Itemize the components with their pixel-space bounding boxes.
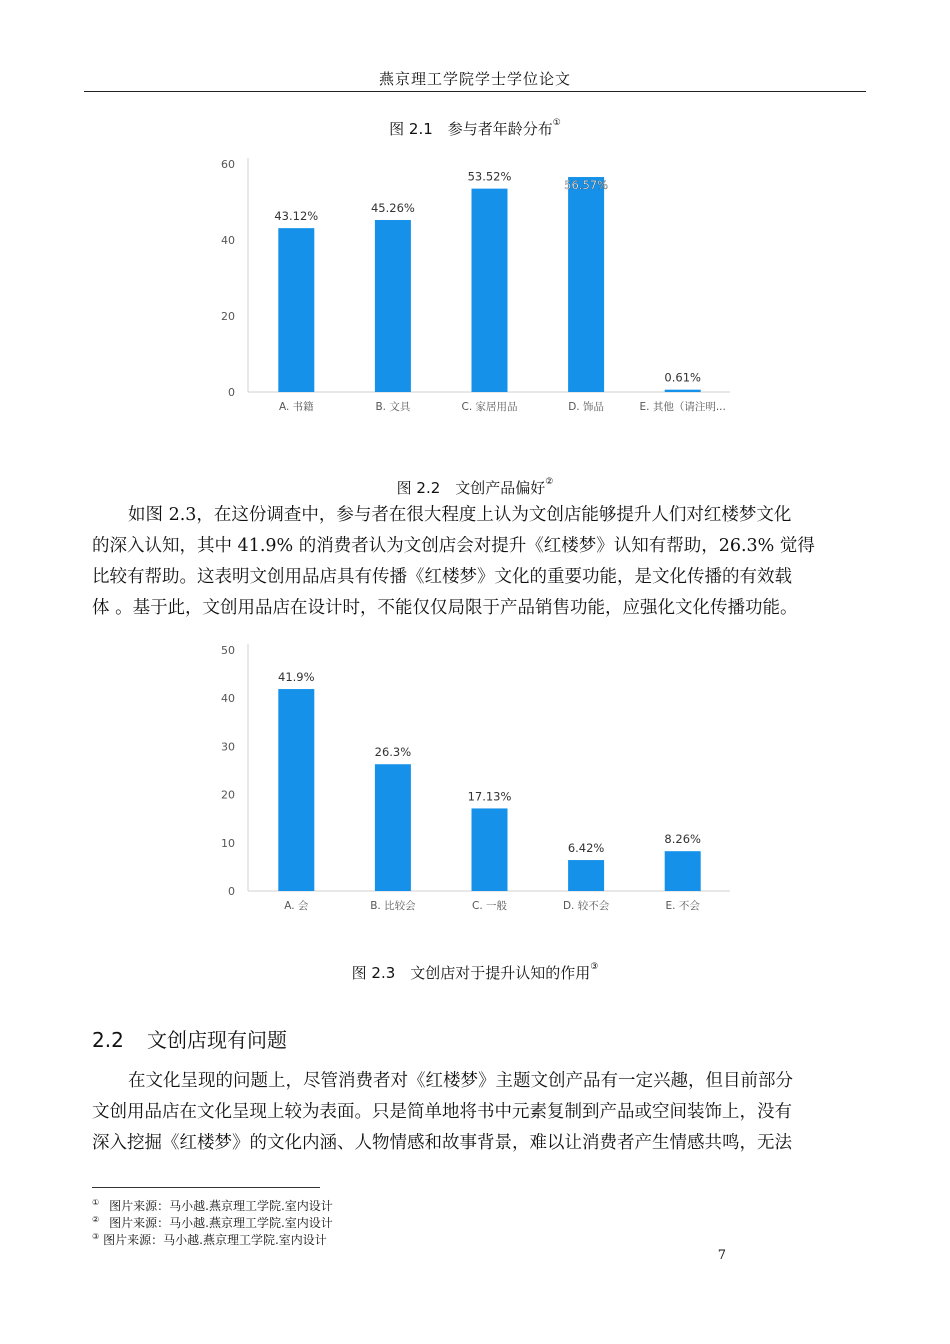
paragraph-line: 深入挖掘《红楼梦》的文化内涵、人物情感和故事背景，难以让消费者产生情感共鸣，无法 xyxy=(92,1133,792,1153)
x-category-label: E. 其他（请注明... xyxy=(639,401,726,413)
bar xyxy=(568,177,604,392)
footnote-mark: ③ xyxy=(92,1232,100,1241)
x-category-label: C. 一般 xyxy=(471,900,508,912)
x-category-label: A. 会 xyxy=(284,900,309,912)
body-paragraph-1 xyxy=(92,500,862,624)
x-category-label: A. 书籍 xyxy=(278,401,314,413)
bar-value-label: 56.57% xyxy=(564,178,609,193)
product-preference-bar-chart xyxy=(200,150,740,420)
figure-2-2-caption-text: 图 2.2 文创产品偏好 xyxy=(396,479,546,497)
footnote-mark: ② xyxy=(92,1215,100,1224)
footnote-text: 图片来源：马小越.燕京理工学院.室内设计 xyxy=(103,1233,327,1247)
bar xyxy=(278,689,314,891)
bar xyxy=(472,808,508,891)
awareness-effect-bar-chart xyxy=(200,636,740,918)
y-tick-label: 40 xyxy=(221,692,235,706)
bar xyxy=(568,860,604,891)
paragraph-line: 在文化呈现的问题上，尽管消费者对《红楼梦》主题文创产品有一定兴趣，但目前部分 xyxy=(128,1071,793,1091)
bar-value-label: 17.13% xyxy=(467,789,512,804)
bar xyxy=(375,220,411,392)
bar-value-label: 8.26% xyxy=(664,832,701,847)
section-heading xyxy=(92,1024,287,1053)
footnote-ref-2: ② xyxy=(545,477,554,487)
bar-value-label: 43.12% xyxy=(274,209,319,224)
paragraph-line: 的深入认知，其中 41.9% 的消费者认为文创店会对提升《红楼梦》认知有帮助，26.3% 觉得 xyxy=(92,536,815,556)
y-tick-label: 20 xyxy=(221,310,235,323)
section-number: 2.2 xyxy=(92,1028,124,1052)
y-tick-label: 10 xyxy=(221,836,235,850)
bar-value-label: 6.42% xyxy=(567,841,605,856)
y-tick-label: 60 xyxy=(221,158,235,171)
x-category-label: C. 家居用品 xyxy=(461,401,518,413)
section-title: 文创店现有问题 xyxy=(147,1028,287,1052)
y-tick-label: 20 xyxy=(221,788,235,802)
y-tick-label: 30 xyxy=(221,740,235,754)
footnote-text: 图片来源：马小越.燕京理工学院.室内设计 xyxy=(109,1216,333,1230)
bar xyxy=(665,851,701,891)
bar xyxy=(472,189,508,392)
paragraph-line: 比较有帮助。这表明文创用品店具有传播《红楼梦》文化的重要功能，是文化传播的有效载 xyxy=(92,567,792,587)
figure-2-3-caption xyxy=(0,962,950,983)
figure-2-2-caption xyxy=(0,477,950,498)
body-paragraph-2 xyxy=(92,1066,862,1159)
bar xyxy=(278,228,314,392)
footnote-mark: ① xyxy=(92,1198,100,1207)
bar xyxy=(665,390,701,392)
x-category-label: E. 不会 xyxy=(665,900,700,912)
bar-value-label: 26.3% xyxy=(374,745,412,760)
figure-2-1-caption-text: 图 2.1 参与者年龄分布 xyxy=(389,120,553,138)
y-tick-label: 40 xyxy=(221,234,235,247)
y-tick-label: 0 xyxy=(228,885,235,898)
bar-value-label: 45.26% xyxy=(370,201,415,216)
bar-value-label: 41.9% xyxy=(278,670,315,685)
bar xyxy=(375,764,411,891)
paragraph-line: 文创用品店在文化呈现上较为表面。只是简单地将书中元素复制到产品或空间装饰上，没有 xyxy=(92,1102,792,1122)
x-category-label: D. 较不会 xyxy=(562,900,610,912)
figure-2-1-caption xyxy=(0,118,950,139)
paragraph-line: 体 。基于此，文创用品店在设计时，不能仅仅局限于产品销售功能，应强化文化传播功能。 xyxy=(92,598,798,618)
footnote-separator xyxy=(92,1187,320,1188)
bar-value-label: 0.61% xyxy=(664,370,701,385)
y-tick-label: 0 xyxy=(228,386,235,399)
page-number: 7 xyxy=(717,1248,726,1263)
footnote-1 xyxy=(92,1196,333,1213)
footnote-2 xyxy=(92,1213,333,1230)
figure-2-3-caption-text: 图 2.3 文创店对于提升认知的作用 xyxy=(351,964,591,982)
x-category-label: B. 比较会 xyxy=(370,900,416,912)
y-tick-label: 50 xyxy=(221,644,235,657)
running-header: 燕京理工学院学士学位论文 xyxy=(378,70,571,88)
footnote-text: 图片来源：马小越.燕京理工学院.室内设计 xyxy=(109,1199,333,1213)
paragraph-line: 如图 2.3，在这份调查中，参与者在很大程度上认为文创店能够提升人们对红楼梦文化 xyxy=(128,505,792,525)
x-category-label: B. 文具 xyxy=(375,401,411,413)
bar-value-label: 53.52% xyxy=(467,169,512,184)
footnote-ref-1: ① xyxy=(552,118,561,128)
footnote-3 xyxy=(92,1230,327,1247)
x-category-label: D. 饰品 xyxy=(568,401,604,413)
footnote-ref-3: ③ xyxy=(590,962,599,972)
header-rule xyxy=(84,91,866,92)
